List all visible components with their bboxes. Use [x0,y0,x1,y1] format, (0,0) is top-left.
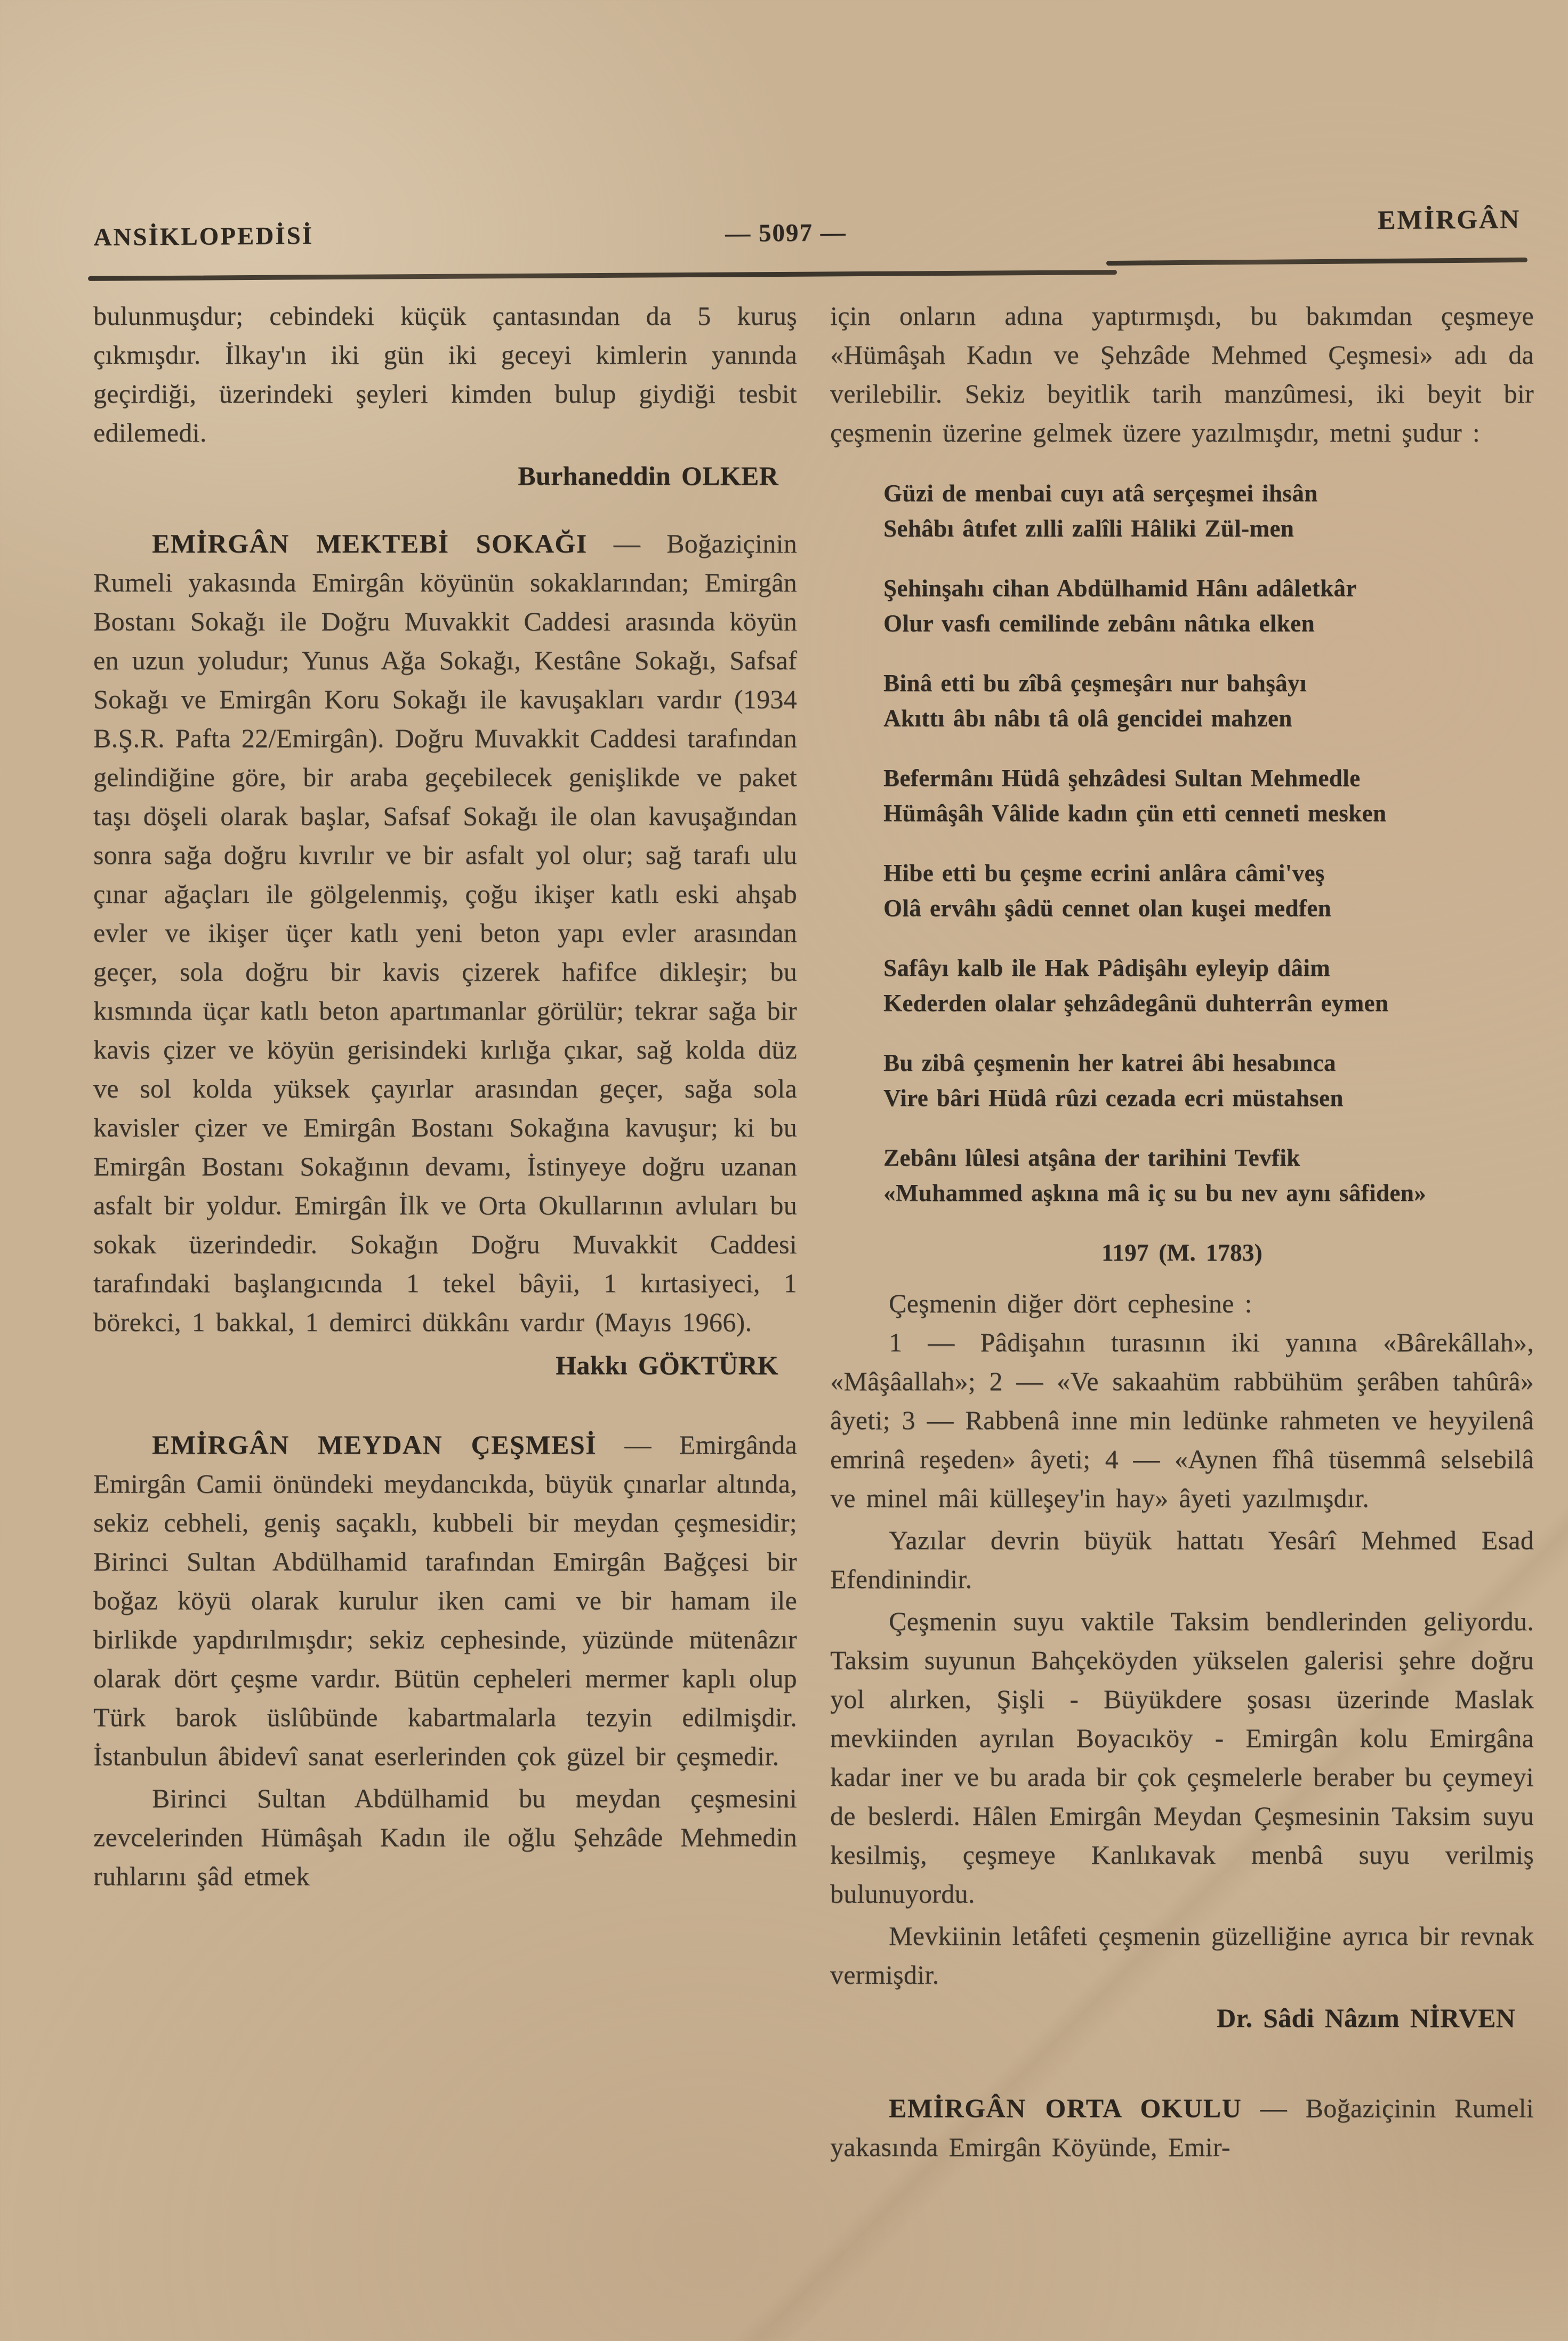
poem-couplet [883,1045,1534,1116]
author-signature: Hakkı GÖKTÜRK [556,1350,778,1380]
poem-line: Befermânı Hüdâ şehzâdesi Sultan Mehmedle [883,765,1361,791]
poem-couplet [883,666,1534,736]
poem-line: «Muhammed aşkına mâ iç su bu nev aynı sâfiden» [883,1180,1427,1206]
header-journal-title: ANSİKLOPEDİSİ [93,221,314,252]
poem-couplet [883,855,1534,926]
poem-line: Bu zibâ çeşmenin her katrei âbi hesabınca [883,1049,1336,1076]
poem-couplet [883,571,1534,641]
header-entry-word: EMİRGÂN [1377,204,1521,235]
entry-emirgan-meydan-cesmesi [93,1425,797,1776]
paragraph-cepheler: 1 — Pâdişahın turasının iki yanına «Bârekâllah», «Mâşâallah»; 2 — «Ve sakaahüm rabbühüm şerâben tahûrâ» âyeti; 3 — Rabbenâ inne min ledünke rahmeten ve heyyilenâ emrinâ reşeden» âyeti; 4 — «Aynen fîhâ tüsemmâ selsebilâ ve minel mâi külleşey'in hay» âyeti yazılmışdır. [830,1327,1534,1513]
poem-couplet [883,1140,1534,1210]
poem-line: Olur vasfı cemilinde zebânı nâtıka elken [883,610,1315,637]
entry-body: — Emirgânda Emirgân Camii önündeki meydancıkda, büyük çınarlar altında, sekiz cebheli, geniş saçaklı, kubbeli bir meydan çeşmesidir; Birinci Sultan Abdülhamid tarafından Emirgân Bağçesi bir boğaz köyü olarak kurulur iken cami ve bir hamam ile birlikde yapdırılmışdır; sekiz cephesinde, yüzünde mütenâzır olarak dört çeşme vardır. Bütün cepheleri mermer kaplı olup Türk barok üslûbünde kabartmalarla tezyin edilmişdir. İstanbulun âbidevî sanat eserlerinden çok güzel bir çeşmedir. [93,1430,798,1771]
entry-body: — Boğaziçinin Rumeli yakasında Emirgân Köyünde, Emir- [830,2093,1534,2162]
right-column [830,296,1534,2167]
poem-line: Zebânı lûlesi atşâna der tarihini Tevfik [883,1144,1300,1171]
entry-body: — Boğaziçinin Rumeli yakasında Emirgân köyünün sokaklarından; Emirgân Bostanı Sokağı ile Doğru Muvakkit Caddesi arasında köyün en uzun yoludur; Yunus Ağa Sokağı, Kestâne Sokağı, Safsaf Sokağı ve Emirgân Koru Sokağı ile kavuşakları vardır (1934 B.Ş.R. Pafta 22/Emirgân). Doğru Muvakkit Caddesi tarafından gelindiğine göre, bir araba geçebilecek genişlikde ve paket taşı döşeli olarak başlar, Safsaf Sokağı ile olan kavuşağından sonra sağa doğru kıvrılır ve bir asfalt yol olur; sağ tarafı ulu çınar ağaçları ile gölgelenmiş, çoğu ikişer katlı eski ahşab evler ve ikişer üçer katlı yeni beton yapı evler arasından geçer, sola doğru bir kavis çizerek hafifce dikleşir; bu kısmında üçar katlı beton apartımanlar görülür; tekrar sağa bir kavis çizer ve köyün gerisindeki kırlığa çıkar, sağ kolda düz ve sol kolda yüksek çayırlar arasından geçer, sağa sola kavisler çizer ve Emirgân Bostanı Sokağına kavuşur; ki bu Emirgân Bostanı Sokağının devamı, İstinyeye doğru uzanan asfalt bir yoldur. Emirgân İlk ve Orta Okullarının avluları bu sokak üzerindedir. Sokağın Doğru Muvakkit Caddesi tarafındaki başlangıcında 1 tekel bâyii, 1 kırtasiyeci, 1 börekci, 1 bakkal, 1 demirci dükkânı vardır (Mayıs 1966). [93,528,797,1337]
paragraph-mevki: Mevkiinin letâfeti çeşmenin güzelliğine ayrıca bir revnak vermişdir. [830,1921,1534,1990]
poem-couplet [883,950,1534,1021]
author-signature: Burhaneddin OLKER [518,461,778,491]
continuation-paragraph: için onların adına yaptırmışdı, bu bakımdan çeşmeye «Hümâşah Kadın ve Şehzâde Mehmed Çeşmesi» adı da verilebilir. Sekiz beyitlik tarih manzûmesi, iki beyit bir çeşmenin üzerine gelmek üzere yazılmışdır, metni şudur : [830,301,1534,447]
poem-line: Hümâşâh Vâlide kadın çün etti cenneti mesken [883,800,1387,827]
poem-line: Akıttı âbı nâbı tâ olâ gencidei mahzen [883,705,1292,732]
header-rule-right [1106,258,1527,266]
poem-line: Olâ ervâhı şâdü cennet olan kuşei medfen [883,895,1332,921]
header-rule-left [88,270,1117,281]
poem-line: Binâ etti bu zîbâ çeşmeşârı nur bahşâyı [883,670,1307,696]
paragraph-cepheler-intro: Çeşmenin diğer dört cephesine : [889,1288,1252,1318]
poem-line: Şehinşahı cihan Abdülhamid Hânı adâletkâr [883,575,1357,602]
header-page-number: — 5097 — [725,219,847,247]
paragraph-hattat: Yazılar devrin büyük hattatı Yesârî Mehmed Esad Efendinindir. [830,1525,1534,1594]
poem-couplet [883,760,1534,831]
entry-title: EMİRGÂN ORTA OKULU [889,2093,1242,2123]
paragraph-abdulhamid: Birinci Sultan Abdülhamid bu meydan çeşmesini zevcelerinden Hümâşah Kadın ile oğlu Şehzâde Mehmedin ruhlarını şâd etmek [93,1783,797,1891]
paragraph-taksim-suyu: Çeşmenin suyu vaktile Taksim bendlerinden geliyordu. Taksim suyunun Bahçeköyden yükselen galerisi şehre doğru yol alırken, Şişli - Büyükdere şosası üzerinde Maslak mevkiinden ayrılan Boyacıköy - Emirgân kolu Emirgâna kadar iner ve bu arada bir çok çeşmelerle beraber bu çeymeyi de beslerdi. Hâlen Emirgân Meydan Çeşmesinin Taksim suyu kesilmiş, çeşmeye Kanlıkavak menbâ suyu verilmiş bulunuyordu. [830,1606,1534,1909]
poem-line: Safâyı kalb ile Hak Pâdişâhı eyleyip dâim [883,955,1331,981]
text-columns [93,296,1534,2167]
poem-line: Sehâbı âtıfet zılli zalîli Hâliki Zül-men [883,515,1294,542]
left-column [93,296,797,2167]
poem-couplet [883,476,1534,546]
poem-line: Hibe etti bu çeşme ecrini anlâra câmi'veş [883,860,1325,886]
author-signature: Dr. Sâdi Nâzım NİRVEN [1217,2003,1515,2033]
entry-emirgan-orta-okulu [830,2089,1534,2167]
poem-line: Güzi de menbai cuyı atâ serçeşmei ihsân [883,480,1318,507]
page-header [0,0,1568,252]
continuation-paragraph: bulunmuşdur; cebindeki küçük çantasından da 5 kuruş çıkmışdır. İlkay'ın iki gün iki geceyi kimlerin yanında geçirdiği, üzerindeki şeyleri kimden bulup giydiği tesbit edilemedi. [93,301,797,447]
poem-date-line: 1197 (M. 1783) [1101,1239,1263,1266]
entry-title: EMİRGÂN MEYDAN ÇEŞMESİ [152,1430,597,1460]
poem-line: Kederden olalar şehzâdegânü duhterrân eymen [883,990,1389,1016]
poem-line: Vire bâri Hüdâ rûzi cezada ecri müstahsen [883,1085,1344,1111]
tarih-manzumesi-poem [883,476,1534,1210]
entry-emirgan-mektebi-sokagi [93,524,797,1342]
entry-title: EMİRGÂN MEKTEBİ SOKAĞI [152,528,588,558]
